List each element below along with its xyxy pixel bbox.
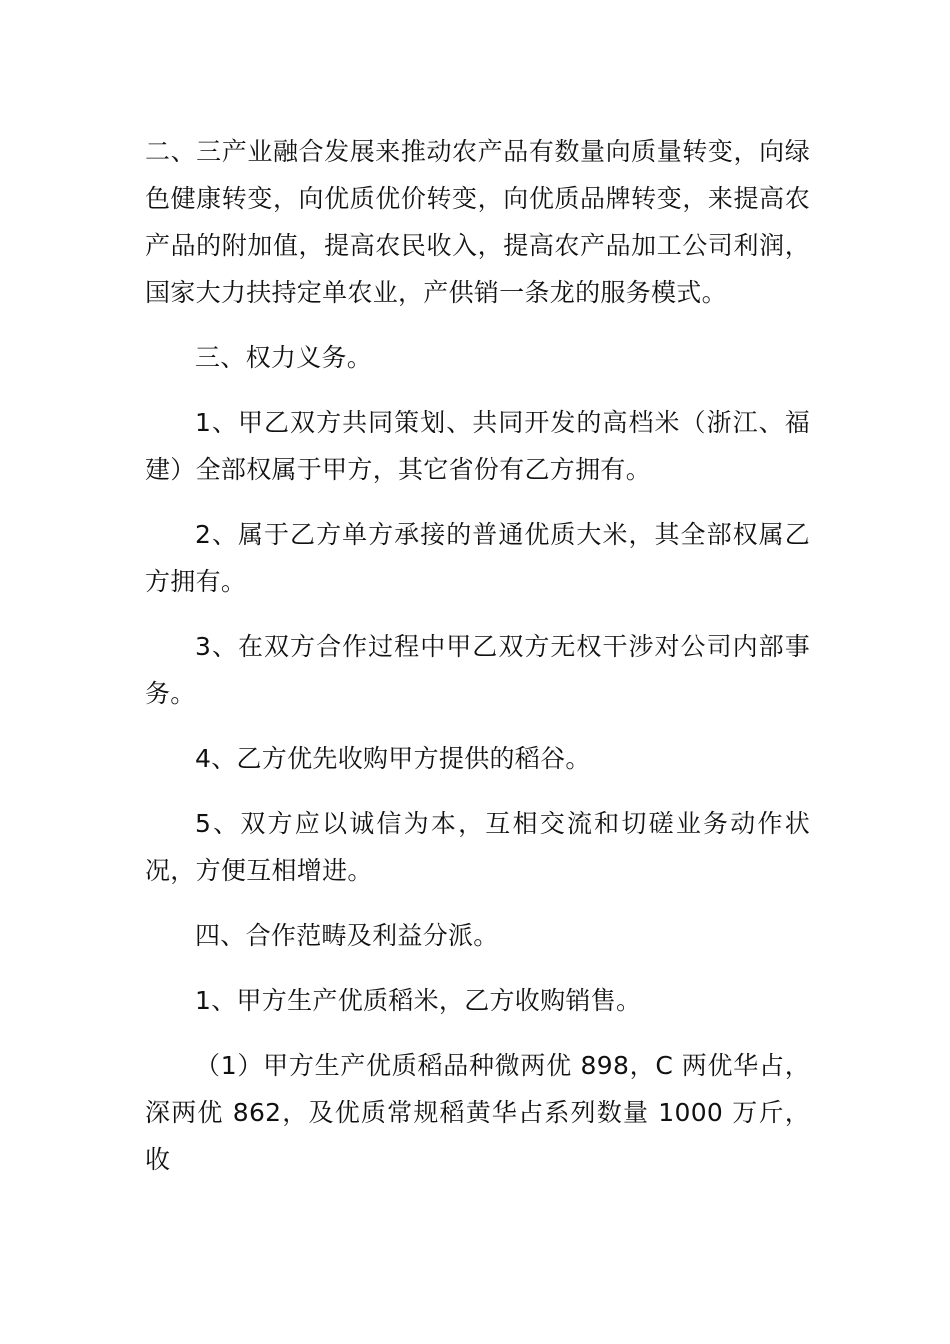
heading-cooperation-scope: 四、合作范畴及利益分派。 [195,921,499,950]
paragraph-industry-integration: 二、三产业融合发展来推动农产品有数量向质量转变，向绿色健康转变，向优质优价转变，向优质品牌转变，来提高农产品的附加值，提高农民收入，提高农产品加工公司利润，国家大力扶持定单农业，产供销一条龙的服务模式。 [145,137,810,307]
clause-rights-3: 3、在双方合作过程中甲乙双方无权干涉对公司内部事务。 [145,632,810,708]
document-page [145,128,810,1201]
clause-cooperation-1: 1、甲方生产优质稻米，乙方收购销售。 [195,986,642,1015]
clause-rights-1: 1、甲乙双方共同策划、共同开发的高档米（浙江、福建）全部权属于甲方，其它省份有乙方拥有。 [145,408,810,484]
clause-rights-4: 4、乙方优先收购甲方提供的稻谷。 [195,744,591,773]
heading-rights-obligations: 三、权力义务。 [195,343,373,372]
clause-rights-5: 5、双方应以诚信为本，互相交流和切磋业务动作状况，方便互相增进。 [145,809,810,885]
clause-cooperation-1-sub-1: （1）甲方生产优质稻品种微两优 898，C 两优华占，深两优 862，及优质常规稻黄华占系列数量 1000 万斤，收 [145,1051,810,1174]
clause-rights-2: 2、属于乙方单方承接的普通优质大米，其全部权属乙方拥有。 [145,520,810,596]
